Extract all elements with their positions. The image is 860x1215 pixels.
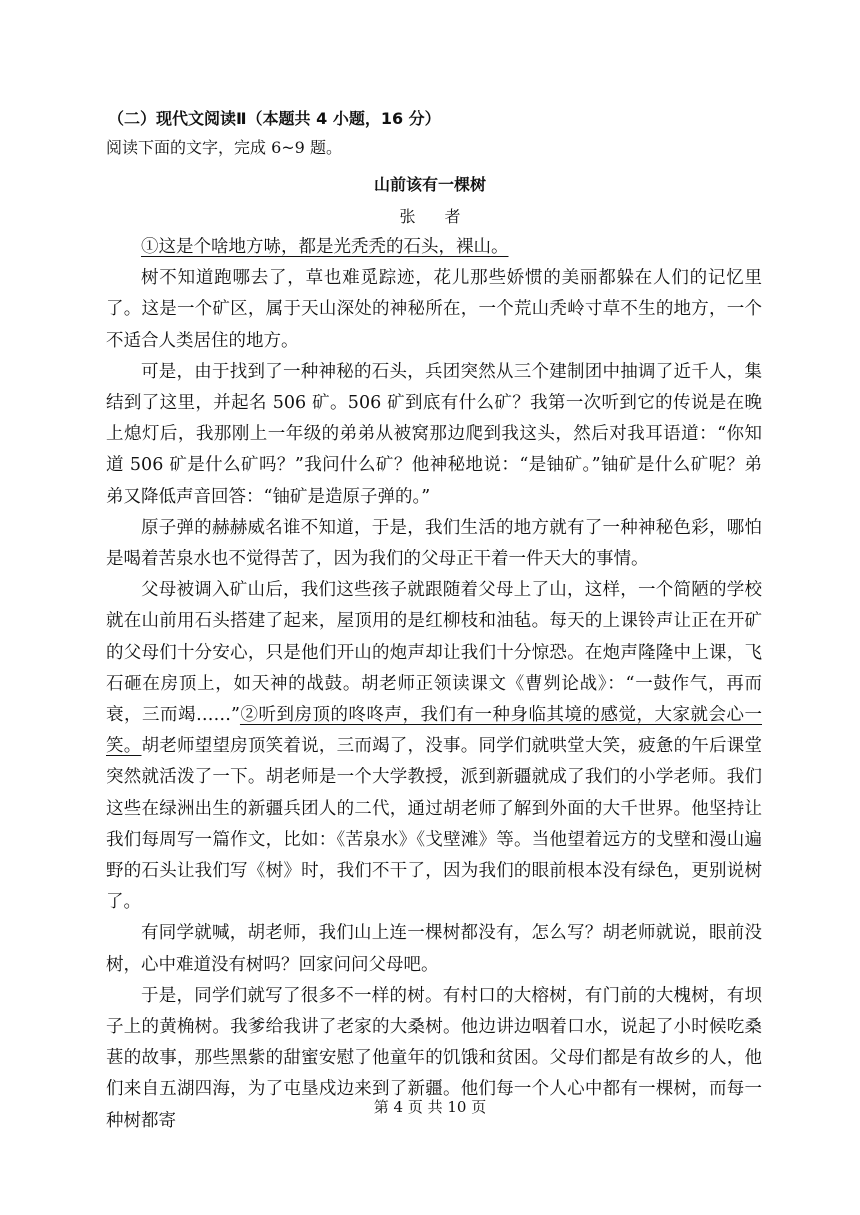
underlined-sentence-2: ②听到房顶的咚咚声，我们有一种身临其境的感觉，大家就会心一笑。	[106, 705, 762, 757]
page-number: 第 4 页 共 10 页	[373, 1098, 487, 1116]
article-body	[106, 232, 762, 1137]
reading-instruction: 阅读下面的文字，完成 6~9 题。	[106, 138, 342, 157]
article-author: 张 者	[399, 207, 473, 226]
paragraph-6: 有同学就喊，胡老师，我们山上连一棵树都没有，怎么写？胡老师就说，眼前没树，心中难道没有树吗？回家问问父母吧。	[106, 923, 762, 975]
paragraph-2: 树不知道跑哪去了，草也难觅踪迹，花儿那些娇惯的美丽都躲在人们的记忆里了。这是一个矿区，属于天山深处的神秘所在，一个荒山秃岭寸草不生的地方，一个不适合人类居住的地方。	[106, 268, 762, 351]
paragraph-7: 于是，同学们就写了很多不一样的树。有村口的大榕树，有门前的大槐树，有坝子上的黄桷树。我爹给我讲了老家的大桑树。他边讲边咽着口水，说起了小时候吃桑葚的故事，那些黑紫的甜蜜安慰了他童年的饥饿和贫困。父母们都是有故乡的人，他们来自五湖四海，为了屯垦戍边来到了新疆。他们每一个人心中都有一棵树，而每一种树都寄	[106, 985, 762, 1131]
paragraph-3: 可是，由于找到了一种神秘的石头，兵团突然从三个建制团中抽调了近千人，集结到了这里，并起名 506 矿。506 矿到底有什么矿？我第一次听到它的传说是在晚上熄灯后，我那刚上一年级的弟弟从被窝那边爬到我这头，然后对我耳语道：“你知道 506 矿是什么矿吗？”我问什么矿？他神秘地说：“是铀矿。”铀矿是什么矿呢？弟弟又降低声音回答：“铀矿是造原子弹的。”	[106, 361, 762, 507]
paragraph-4: 原子弹的赫赫威名谁不知道，于是，我们生活的地方就有了一种神秘色彩，哪怕是喝着苦泉水也不觉得苦了，因为我们的父母正干着一件天大的事情。	[106, 517, 762, 570]
paragraph-5-before: 父母被调入矿山后，我们这些孩子就跟随着父母上了山，这样，一个简陋的学校就在山前用石头搭建了起来，屋顶用的是红柳枝和油毡。每天的上课铃声让正在开矿的父母们十分安心，只是他们开山的炮声却让我们十分惊恐。在炮声隆隆中上课，飞石砸在房顶上，如天神的战鼓。胡老师正领读课文《曹刿论战》：“一鼓作气，再而衰，三而竭……”	[106, 580, 762, 726]
paragraph-5	[106, 575, 762, 918]
paragraph-1	[106, 232, 762, 263]
paragraph-5-after: 胡老师望望房顶笑着说，三而竭了，没事。同学们就哄堂大笑，疲惫的午后课堂突然就活泼了一下。胡老师是一个大学教授，派到新疆就成了我们的小学老师。我们这些在绿洲出生的新疆兵团人的二代，通过胡老师了解到外面的大千世界。他坚持让我们每周写一篇作文，比如：《苦泉水》《戈壁滩》等。当他望着远方的戈壁和漫山遍野的石头让我们写《树》时，我们不干了，因为我们的眼前根本没有绿色，更别说树了。	[106, 736, 763, 913]
section-heading: （二）现代文阅读Ⅱ（本题共 4 小题，16 分）	[108, 109, 441, 128]
underlined-sentence-1: ①这是个啥地方哧，都是光秃秃的石头，裸山。	[141, 237, 509, 257]
article-title: 山前该有一棵树	[373, 175, 486, 194]
